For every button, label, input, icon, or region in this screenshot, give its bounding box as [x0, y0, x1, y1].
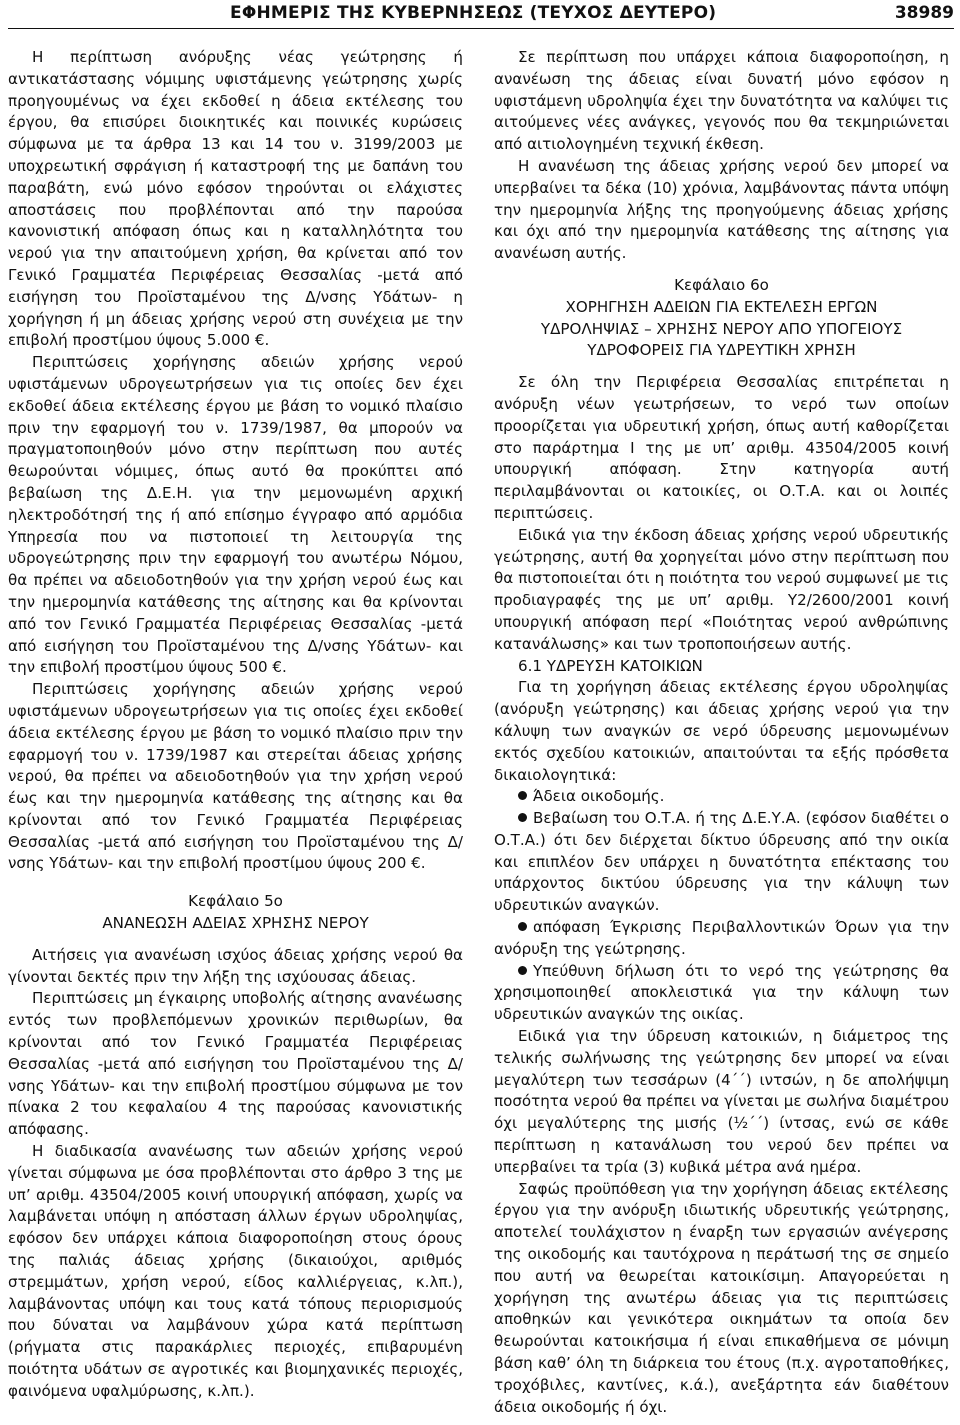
requirement-bullet-3	[494, 917, 949, 961]
requirement-text: Βεβαίωση του Ο.Τ.Α. ή της Δ.Ε.Υ.Α. (εφόσον διαθέτει ο Ο.Τ.Α.) ότι δεν διέρχεται δίκτυο ύδρευσης από την οικία και επιπλέον δεν υπάρχει η δυνατότητα επέκτασης του υπάρχοντος δικτύου ύδρευσης για την κάλυψη των υδρευτικών αναγκών.	[494, 809, 949, 915]
page-header	[8, 0, 954, 29]
chapter-6-label: Κεφάλαιο 6ο	[674, 275, 769, 294]
left-paragraph-6: Η διαδικασία ανανέωσης των αδειών χρήσης νερού γίνεται σύμφωνα με όσα προβλέπονται στο άρθρο 3 της με υπ’ αριθμ. 43504/2005 κοινή υπουργική απόφαση, χωρίς να λαμβάνεται υπόψη η απόσταση άλλων έργων υδροληψίας, εφόσον δεν υπάρχει κάποια διαφοροποίηση στους όρους της παλιάς άδειας χρήσης (δικαιούχοι, αριθμός στρεμμάτων, χρήση νερού, είδος καλλιέργειας, κ.λπ.), λαμβάνοντας υπόψη και τους κατά τόπους περιορισμούς που δύναται να λαμβάνουν χώρα κατά περίπτωση (ρήγματα στις παρακάρλιες περιοχές, επιβαρυμένη ποιότητα υδάτων σε αγροτικές και βιομηχανικές περιοχές, φαινόμενα υφαλμύρωσης, κ.λπ.).	[8, 1142, 463, 1400]
chapter-6-title-line-3: ΥΔΡΟΦΟΡΕΙΣ ΓΙΑ ΥΔΡΕΥΤΙΚΗ ΧΡΗΣΗ	[587, 341, 856, 360]
right-paragraph-7: Σαφώς προϋπόθεση για την χορήγηση άδειας εκτέλεσης έργου για την ανόρυξη ιδιωτικής υδρευτικής γεώτρησης, αποτελεί τουλάχιστον η έναρξη των εργασιών ανέγερσης της οικοδομής και ταυτόχρονα η περάτωσή της σε σημείο που αυτή να θεωρείται κατοικίσιμη. Απαγορεύεται η χορήγηση της ανωτέρω άδειας για τις περιπτώσεις αποθηκών και γενικότερα οικημάτων τα οποία δεν θεωρούνται κατοικήσιμα ή είναι επικαθήμενα σε μόνιμη βάση καθ’ όλη τη διάρκεια του έτους (π.χ. αγροταποθήκες, τροχόβιλες, καντίνες, κ.ά.), ανεξάρτητα εάν διαθέτουν άδεια οικοδομής ή όχι.	[494, 1179, 949, 1416]
right-paragraph-5: Για τη χορήγηση άδειας εκτέλεσης έργου υδροληψίας (ανόρυξη γεώτρησης) και άδειας χρήσης νερού για την κάλυψη των αναγκών σε νερό ύδρευσης μεμονωμένων εκτός σχεδίου κατοικιών, απαιτούνται τα εξής πρόσθετα δικαιολογητικά:	[494, 678, 949, 784]
requirement-text: Άδεια οικοδομής.	[533, 787, 665, 806]
bullet-icon	[518, 922, 527, 931]
requirement-bullet-1	[494, 786, 949, 808]
left-paragraph-5: Περιπτώσεις μη έγκαιρης υποβολής αίτησης ανανέωσης εντός των προβλεπόμενων χρονικών περιθωρίων, θα κρίνονται από τον Γενικό Γραμματέα Περιφέρειας Θεσσαλίας -μετά από εισήγηση του Προϊσταμένου της Δ/νσης Υδάτων- και την επιβολή προστίμου σύμφωνα με τον πίνακα 2 του κεφαλαίου 4 της παρούσας κανονιστικής απόφασης.	[8, 989, 463, 1139]
requirement-bullet-4	[494, 961, 949, 1026]
left-paragraph-2: Περιπτώσεις χορήγησης αδειών χρήσης νερού υφιστάμενων υδρογεωτρήσεων για τις οποίες δεν έχει εκδοθεί άδεια εκτέλεσης έργου με βάση το νομικό πλαίσιο πριν την εφαρμογή του ν. 1739/1987, θα μπορούν να πραγματοποιηθούν μόνο στην περίπτωση που αυτές θεωρούνται νόμιμες, όπως αυτό θα προκύπτει από βεβαίωση της Δ.Ε.Η. για την μεμονωμένη αρχική ηλεκτροδότησή της ή από επίσημο έγγραφο από αρμόδια Υπηρεσία που να πιστοποιεί τη λειτουργία της υδρογεώτρησης πριν την εφαρμογή του ανωτέρω Νόμου, θα πρέπει να αδειοδοτηθούν για την χρήση νερού έως και την ημερομηνία κατάθεσης της αίτησης και θα κρίνονται από τον Γενικό Γραμματέα Περιφέρειας Θεσσαλίας -μετά από εισήγηση του Προϊσταμένου της Δ/νσης Υδάτων- και την επιβολή προστίμου ύψους 500 €.	[8, 353, 463, 677]
chapter-6-title-line-2: ΥΔΡΟΛΗΨΙΑΣ – ΧΡΗΣΗΣ ΝΕΡΟΥ ΑΠΟ ΥΠΟΓΕΙΟΥΣ	[540, 319, 903, 338]
right-paragraph-4: Ειδικά για την έκδοση άδειας χρήσης νερού υδρευτικής γεώτρησης, αυτή θα χορηγείται μόνο στην περίπτωση που θα πιστοποιείται ότι η ποιότητα του νερού συμφωνεί με τις προδιαγραφές της με υπ’ αριθμ. Υ2/2600/2001 κοινή υπουργική απόφαση περί «Ποιότητας νερού ανθρώπινης κατανάλωσης» και των τροποποιήσεων αυτής.	[494, 525, 949, 653]
right-paragraph-2: Η ανανέωση της άδειας χρήσης νερού δεν μπορεί να υπερβαίνει τα δέκα (10) χρόνια, λαμβάνοντας πάντα υπόψη την ημερομηνία λήξης της προηγούμενης άδειας χρήσης και όχι από την ημερομηνία κατάθεσης της αίτησης για ανανέωση αυτής.	[494, 156, 949, 263]
requirement-bullet-2	[494, 808, 949, 917]
bullet-icon	[518, 791, 527, 800]
chapter-5-title: ΑΝΑΝΕΩΣΗ ΑΔΕΙΑΣ ΧΡΗΣΗΣ ΝΕΡΟΥ	[102, 914, 369, 933]
right-paragraph-6: Ειδικά για την ύδρευση κατοικιών, η διάμετρος της τελικής σωλήνωσης της γεώτρησης δεν μπορεί να είναι μεγαλύτερη των τεσσάρων (4΄΄) ιντσών, η δε απολήψιμη ποσότητα νερού θα πρέπει να γίνεται με σωλήνα διαμέτρου όχι μεγαλύτερης της μισής (½΄΄) ίντσας, ενώ σε κάθε περίπτωση η κατανάλωση του νερού δεν πρέπει να υπερβαίνει τα τρία (3) κυβικά μέτρα ανά ημέρα.	[494, 1027, 949, 1176]
left-column	[8, 47, 463, 1403]
chapter-5-label: Κεφάλαιο 5ο	[188, 892, 283, 911]
right-column	[494, 47, 949, 1418]
section-6-1-heading: 6.1 ΥΔΡΕΥΣΗ ΚΑΤΟΙΚΙΩΝ	[518, 656, 703, 675]
gazette-title: ΕΦΗΜΕΡΙΣ ΤΗΣ ΚΥΒΕΡΝΗΣΕΩΣ (ΤΕΥΧΟΣ ΔΕΥΤΕΡΟ)	[230, 3, 717, 23]
left-paragraph-3: Περιπτώσεις χορήγησης αδειών χρήσης νερού υφιστάμενων υδρογεωτρήσεων για τις οποίες έχει εκδοθεί άδεια εκτέλεσης έργου με βάση το νομικό πλαίσιο πριν την εφαρμογή του ν. 1739/1987 και στερείται άδειας χρήσης νερού, θα πρέπει να αδειοδοτηθούν για την χρήση νερού έως και την ημερομηνία κατάθεσης της αίτησης και θα κρίνονται από τον Γενικό Γραμματέα Περιφέρειας Θεσσαλίας -μετά από εισήγηση του Προϊσταμένου της Δ/νσης Υδάτων- και την επιβολή προστίμου ύψους 200 €.	[8, 680, 463, 873]
page-number: 38989	[894, 3, 954, 23]
bullet-icon	[518, 966, 527, 975]
requirement-text: απόφαση Έγκρισης Περιβαλλοντικών Όρων για την ανόρυξη της γεώτρησης.	[494, 918, 949, 958]
right-paragraph-3: Σε όλη την Περιφέρεια Θεσσαλίας επιτρέπεται η ανόρυξη νέων γεωτρήσεων, το νερό των οποίων προορίζεται για υδρευτική χρήση, όπως αυτή καθορίζεται στο παράρτημα Ι της με υπ’ αριθμ. 43504/2005 κοινή υπουργική απόφαση. Στην κατηγορία αυτή περιλαμβάνονται οι κατοικίες, οι Ο.Τ.Α. και οι λοιπές περιπτώσεις.	[494, 373, 949, 522]
left-paragraph-4: Αιτήσεις για ανανέωση ισχύος άδειας χρήσης νερού θα γίνονται δεκτές πριν την λήξη της ισχύουσας άδειας.	[8, 945, 463, 986]
chapter-6-title-line-1: ΧΟΡΗΓΗΣΗ ΑΔΕΙΩΝ ΓΙΑ ΕΚΤΕΛΕΣΗ ΕΡΓΩΝ	[565, 297, 878, 316]
left-paragraph-1: Η περίπτωση ανόρυξης νέας γεώτρησης ή αντικατάστασης νόμιμης υφιστάμενης γεώτρησης χωρίς προηγουμένως να έχει εκδοθεί η άδεια εκτέλεσης του έργου, θα επισύρει διοικητικές και ποινικές κυρώσεις σύμφωνα με τα άρθρα 13 και 14 του ν. 3199/2003 με υποχρεωτική σφράγιση ή καταστροφή της με δαπάνη του παραβάτη, ενώ μόνο εφόσον τηρούνται οι ελάχιστες αποστάσεις που προβλέπονται από την παρούσα κανονιστική απόφαση όπως και η καταλληλότητα του νερού για την απαιτούμενη χρήση, θα κρίνεται από τον Γενικό Γραμματέα Περιφέρειας Θεσσαλίας -μετά από εισήγηση του Προϊσταμένου της Δ/νσης Υδάτων- η χορήγηση ή μη άδειας χρήσης νερού στη συνέχεια με την επιβολή προστίμου ύψους 5.000 €.	[8, 48, 463, 350]
right-paragraph-1: Σε περίπτωση που υπάρχει κάποια διαφοροποίηση, η ανανέωση της άδειας είναι δυνατή μόνο εφόσον η υφιστάμενη υδροληψία έχει την δυνατότητα να καλύψει τις αιτούμενες νέες ανάγκες, γεγονός που θα τεκμηριώνεται από αιτιολογημένη τεχνική έκθεση.	[494, 48, 949, 154]
requirement-text: Υπεύθυνη δήλωση ότι το νερό της γεώτρησης θα χρησιμοποιηθεί αποκλειστικά για την κάλυψη των υδρευτικών αναγκών της οικίας.	[494, 961, 949, 1024]
bullet-icon	[518, 813, 527, 822]
